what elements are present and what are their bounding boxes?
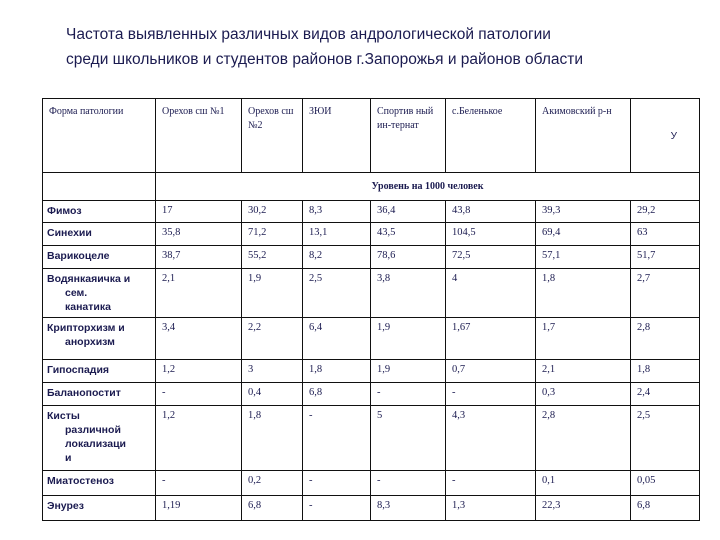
value-cell: 55,2 [242, 246, 303, 269]
value-cell: 2,1 [536, 360, 631, 383]
value-cell: - [303, 471, 371, 496]
row-label-line: Энурез [47, 500, 84, 512]
row-label [43, 201, 156, 223]
header-cell: Форма патологии [43, 99, 156, 173]
table-row [43, 406, 700, 471]
value-cell: 43,5 [371, 223, 446, 246]
value-cell: 72,5 [446, 246, 536, 269]
row-label [43, 223, 156, 246]
value-cell: 6,8 [303, 383, 371, 406]
value-cell: 0,2 [242, 471, 303, 496]
value-cell: 30,2 [242, 201, 303, 223]
value-cell: 2,8 [631, 318, 700, 360]
value-cell: 1,9 [371, 360, 446, 383]
row-label-line: различной [65, 424, 121, 436]
value-cell: 78,6 [371, 246, 446, 269]
value-cell: 6,8 [631, 496, 700, 521]
table-row [43, 269, 700, 318]
value-cell: 3,4 [156, 318, 242, 360]
row-label-line: Кисты [47, 410, 80, 422]
pathology-table [42, 98, 700, 521]
row-label-line: анорхизм [65, 336, 115, 348]
value-cell: 8,3 [303, 201, 371, 223]
value-cell: 2,1 [156, 269, 242, 318]
table-row [43, 246, 700, 269]
value-cell: 5 [371, 406, 446, 471]
header-cell: Орехов сш №1 [156, 99, 242, 173]
row-label [43, 471, 156, 496]
value-cell: 2,2 [242, 318, 303, 360]
value-cell: 4 [446, 269, 536, 318]
value-cell: - [303, 406, 371, 471]
value-cell: 1,3 [446, 496, 536, 521]
row-label-line: локализаци [65, 438, 126, 450]
value-cell: 2,5 [303, 269, 371, 318]
header-cell: Орехов сш №2 [242, 99, 303, 173]
row-label-line: Синехии [47, 227, 92, 239]
page-title [66, 22, 583, 72]
value-cell: 38,7 [156, 246, 242, 269]
table-row [43, 223, 700, 246]
value-cell: 1,8 [303, 360, 371, 383]
value-cell: 13,1 [303, 223, 371, 246]
table-row [43, 383, 700, 406]
row-label-line: и [65, 452, 72, 464]
value-cell: 1,7 [536, 318, 631, 360]
value-cell: 3 [242, 360, 303, 383]
level-label: Уровень на 1000 человек [156, 173, 700, 201]
value-cell: 0,1 [536, 471, 631, 496]
value-cell: - [303, 496, 371, 521]
row-label [43, 318, 156, 360]
value-cell: 2,5 [631, 406, 700, 471]
level-row [43, 173, 700, 201]
row-label-line: канатика [65, 301, 111, 313]
value-cell: 17 [156, 201, 242, 223]
header-cell: У [631, 99, 700, 173]
value-cell: 1,8 [631, 360, 700, 383]
value-cell: 1,9 [371, 318, 446, 360]
row-label [43, 383, 156, 406]
value-cell: 8,3 [371, 496, 446, 521]
header-cell: с.Беленькое [446, 99, 536, 173]
value-cell: 2,8 [536, 406, 631, 471]
value-cell: 8,2 [303, 246, 371, 269]
row-label-line: Крипторхизм и [47, 322, 125, 334]
value-cell: 6,8 [242, 496, 303, 521]
value-cell: 2,7 [631, 269, 700, 318]
value-cell: 104,5 [446, 223, 536, 246]
value-cell: 3,8 [371, 269, 446, 318]
value-cell: 0,7 [446, 360, 536, 383]
row-label-line: Водянкаяичка и [47, 273, 131, 285]
value-cell: 57,1 [536, 246, 631, 269]
value-cell: - [156, 383, 242, 406]
value-cell: 1,67 [446, 318, 536, 360]
row-label [43, 496, 156, 521]
value-cell: 22,3 [536, 496, 631, 521]
header-cell: Спортив ный ин-тернат [371, 99, 446, 173]
value-cell: 36,4 [371, 201, 446, 223]
value-cell: 2,4 [631, 383, 700, 406]
header-cell: Акимовский р-н [536, 99, 631, 173]
table-row [43, 201, 700, 223]
row-label [43, 269, 156, 318]
value-cell: 1,2 [156, 406, 242, 471]
value-cell: 1,19 [156, 496, 242, 521]
value-cell: 69,4 [536, 223, 631, 246]
title-line: Частота выявленных различных видов андрологической патологии [66, 26, 551, 43]
value-cell: 29,2 [631, 201, 700, 223]
value-cell: 0,4 [242, 383, 303, 406]
table-row [43, 360, 700, 383]
row-label [43, 360, 156, 383]
value-cell: 51,7 [631, 246, 700, 269]
table-row [43, 318, 700, 360]
row-label-line: Баланопостит [47, 387, 121, 399]
value-cell: - [446, 383, 536, 406]
value-cell: 63 [631, 223, 700, 246]
value-cell: 6,4 [303, 318, 371, 360]
row-label-line: Миатостеноз [47, 475, 114, 487]
value-cell: 1,8 [242, 406, 303, 471]
value-cell: - [371, 383, 446, 406]
row-label [43, 406, 156, 471]
value-cell: - [446, 471, 536, 496]
value-cell: 1,2 [156, 360, 242, 383]
table-row [43, 496, 700, 521]
table-row [43, 471, 700, 496]
value-cell: 1,9 [242, 269, 303, 318]
empty-cell [43, 173, 156, 201]
row-label-line: Варикоцеле [47, 250, 110, 262]
value-cell: - [156, 471, 242, 496]
header-row [43, 99, 700, 173]
value-cell: 71,2 [242, 223, 303, 246]
row-label-line: сем. [65, 287, 88, 299]
value-cell: 43,8 [446, 201, 536, 223]
value-cell: 0,3 [536, 383, 631, 406]
value-cell: 1,8 [536, 269, 631, 318]
row-label [43, 246, 156, 269]
row-label-line: Гипоспадия [47, 364, 110, 376]
value-cell: 39,3 [536, 201, 631, 223]
row-label-line: Фимоз [47, 205, 82, 217]
value-cell: 35,8 [156, 223, 242, 246]
header-cell: ЗЮИ [303, 99, 371, 173]
value-cell: 0,05 [631, 471, 700, 496]
value-cell: 4,3 [446, 406, 536, 471]
value-cell: - [371, 471, 446, 496]
title-line: среди школьников и студентов районов г.Запорожья и районов области [66, 51, 584, 68]
